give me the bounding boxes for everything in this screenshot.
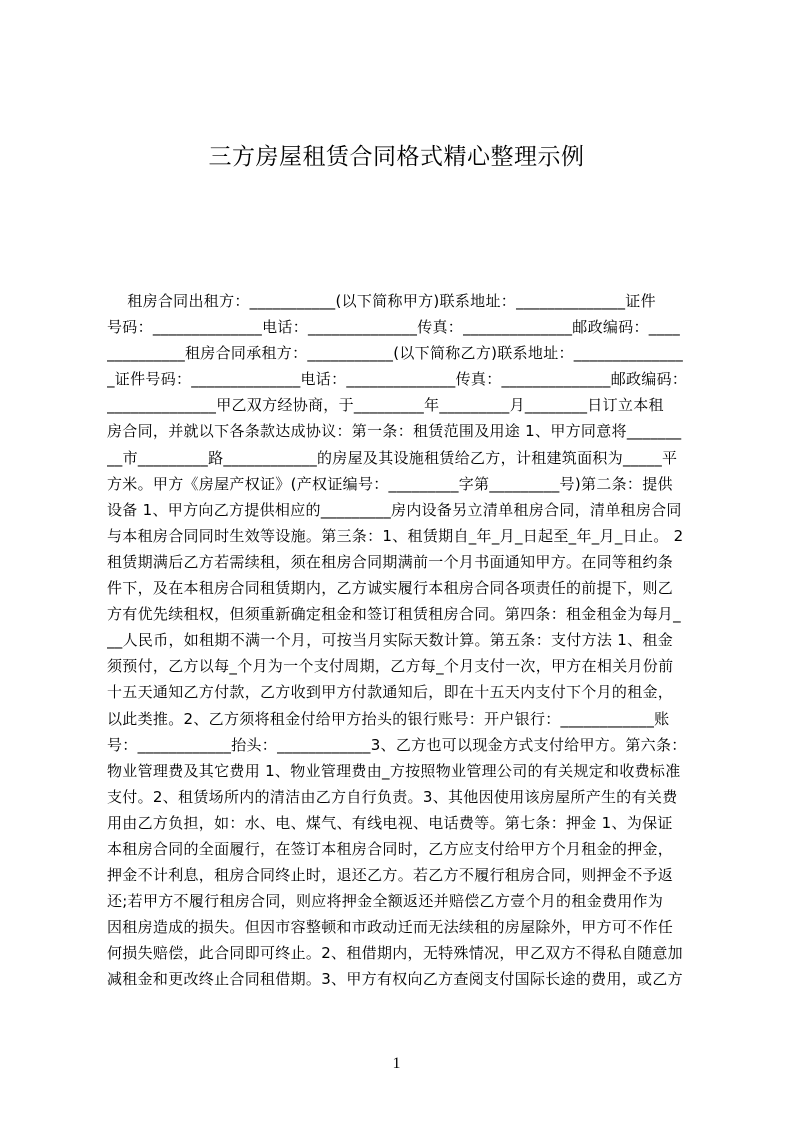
- body-line: 因租房造成的损失。但因市容整顿和市政动迁而无法续租的房屋除外，甲方可不作任: [107, 918, 674, 937]
- page-number: 1: [392, 1055, 401, 1072]
- body-line: 何损失赔偿，此合同即可终止。2、租借期内，无特殊情况，甲乙双方不得私自随意加: [107, 944, 683, 963]
- contract-body: [107, 288, 697, 993]
- body-line: 须预付，乙方以每_个月为一个支付周期，乙方每_个月支付一次，甲方在相关月份前: [107, 657, 674, 676]
- body-line: 押金不计利息，租房合同终止时，退还乙方。若乙方不履行租房合同，则押金不予返: [107, 866, 674, 885]
- body-line: 件下，及在本租房合同租赁期内，乙方诚实履行本租房合同各项责任的前提下，则乙: [107, 579, 674, 598]
- body-line: __________租房合同承租方：___________(以下简称乙方)联系地址：______________: [107, 344, 684, 363]
- body-line: 十五天通知乙方付款，乙方收到甲方付款通知后，即在十五天内支付下个月的租金，: [107, 683, 674, 702]
- body-line: 物业管理费及其它费用 1、物业管理费由_方按照物业管理公司的有关规定和收费标准: [107, 761, 681, 780]
- body-line: 支付。2、租赁场所内的清洁由乙方自行负责。3、其他因使用该房屋所产生的有关费: [107, 787, 678, 806]
- body-line: 号码：______________电话：______________传真：______________邮政编码：____: [107, 318, 681, 337]
- body-line: 号：____________抬头：____________3、乙方也可以现金方式支付给甲方。第六条：: [107, 735, 687, 754]
- body-line: 设备 1、甲方向乙方提供相应的_________房内设备另立清单租房合同，清单租房合同: [107, 500, 682, 519]
- body-line: 还;若甲方不履行租房合同，则应将押金全额返还并赔偿乙方壹个月的租金费用作为: [107, 892, 664, 911]
- body-line: 减租金和更改终止合同租借期。3、甲方有权向乙方查阅支付国际长途的费用，或乙方: [107, 970, 683, 989]
- document-title: 三方房屋租赁合同格式精心整理示例: [208, 144, 585, 170]
- body-line: 方有优先续租权，但须重新确定租金和签订租赁租房合同。第四条：租金租金为每月_: [107, 605, 681, 624]
- body-line: 房合同，并就以下各条款达成协议：第一条：租赁范围及用途 1、甲方同意将_______: [107, 422, 682, 441]
- body-line: 租房合同出租方：___________(以下简称甲方)联系地址：______________证件: [107, 292, 656, 310]
- body-line: __市_________路____________的房屋及其设施租赁给乙方，计租建筑面积为_____平: [107, 448, 678, 467]
- body-line: __人民币，如租期不满一个月，可按当月实际天数计算。第五条：支付方法 1、租金: [107, 631, 674, 650]
- body-line: 以此类推。2、乙方须将租金付给甲方抬头的银行账号：开户银行：____________账: [107, 709, 670, 728]
- body-line: _证件号码：______________电话：______________传真：______________邮政编码：: [107, 370, 688, 389]
- body-line: ______________甲乙双方经协商，于_________年_________月________日订立本租: [107, 396, 664, 415]
- body-line: 用由乙方负担，如：水、电、煤气、有线电视、电话费等。第七条：押金 1、为保证: [107, 813, 673, 832]
- body-line: 方米。甲方《房屋产权证》(产权证编号：_________字第_________号)第二条：提供: [107, 474, 673, 493]
- body-line: 本租房合同的全面履行，在签订本租房合同时，乙方应支付给甲方个月租金的押金，: [107, 839, 674, 858]
- body-line: 租赁期满后乙方若需续租，须在租房合同期满前一个月书面通知甲方。在同等租约条: [107, 552, 674, 571]
- body-line: 与本租房合同同时生效等设施。第三条：1、租赁期自_年_月_日起至_年_月_日止。 2: [107, 526, 684, 545]
